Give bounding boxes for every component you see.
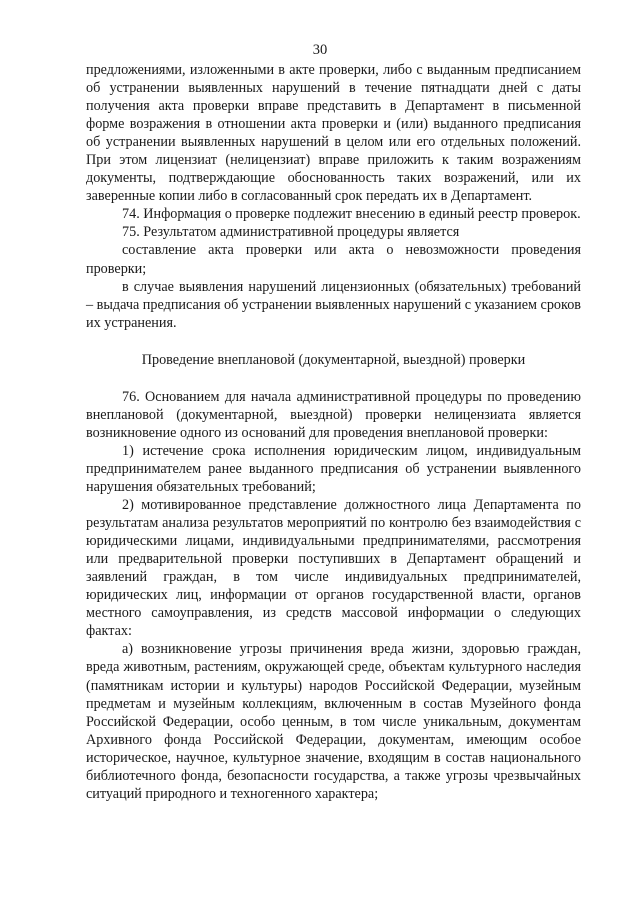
paragraph-76-item-a: а) возникновение угрозы причинения вреда жизни, здоровью граждан, вреда животным, растениям, окружающей среде, объектам культурного наследия (памятникам истории и культуры) народов Российской Федерации, музейным предметам и музейным коллекциям, включенным в состав Музейного фонда Российской Федерации, особо ценным, в том числе уникальным, документам Архивного фонда Российской Федерации, документам, имеющим особое историческое, научное, культурное значение, входящим в состав национального библиотечного фонда, безопасности государства, а также угрозы чрезвычайных ситуаций природного и техногенного характера; <box>86 641 581 802</box>
section-heading: Проведение внеплановой (документарной, выездной) проверки <box>141 351 526 368</box>
page-number: 30 <box>312 42 328 58</box>
document-body <box>86 61 581 803</box>
paragraph-75: 75. Результатом административной процедуры является <box>122 224 460 241</box>
paragraph-76: 76. Основанием для начала административной процедуры по проведению внеплановой (документарной, выездной) проверки нелицензиата является возникновение одного из оснований для проведения внеплановой проверки: <box>86 388 581 441</box>
paragraph-74: 74. Информация о проверке подлежит внесению в единый реестр проверок. <box>122 206 581 223</box>
paragraph-76-item-1: 1) истечение срока исполнения юридическим лицом, индивидуальным предпринимателем ранее выданного предписания об устранении выявленного нарушения обязательных требований; <box>86 442 581 495</box>
paragraph-76-item-2: 2) мотивированное представление должностного лица Департамента по результатам анализа результатов мероприятий по контролю без взаимодействия с юридическими лицами, индивидуальными предпринимателями, рассмотрения или предварительной проверки поступивших в Департамент обращений и заявлений граждан, в том числе индивидуальных предпринимателей, юридических лиц, информации от органов государственной власти, органов местного самоуправления, из средств массовой информации о следующих фактах: <box>86 497 581 640</box>
paragraph-75-item-act: составление акта проверки или акта о невозможности проведения проверки; <box>86 242 581 277</box>
paragraph-continuation: предложениями, изложенными в акте проверки, либо с выданным предписанием об устранении выявленных нарушений в течение пятнадцати дней с даты получения акта проверки вправе представить в Департамент в письменной форме возражения в отношении акта проверки и (или) выданного предписания об устранении выявленных нарушений в целом или его отдельных положений. При этом лицензиат (нелицензиат) вправе приложить к таким возражениям документы, подтверждающие обоснованность таких возражений, или их заверенные копии либо в согласованный срок передать их в Департамент. <box>86 62 581 205</box>
paragraph-75-item-order: в случае выявления нарушений лицензионных (обязательных) требований – выдача предписания об устранении выявленных нарушений с указанием сроков их устранения. <box>86 278 581 331</box>
